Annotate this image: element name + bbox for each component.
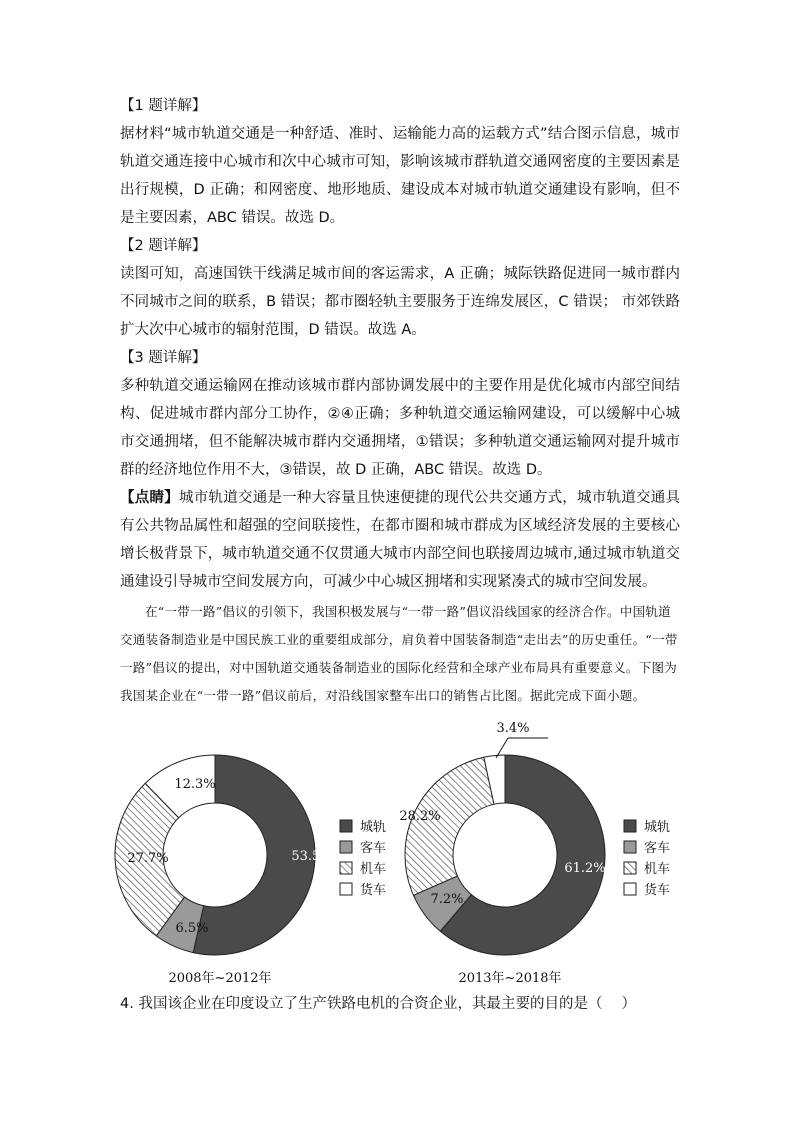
tip-body: 城市轨道交通是一种大容量且快速便捷的现代公共交通方式，城市轨道交通具有公共物品属性和超强的空间联接性，在都市圈和城市群成为区域经济发展的主要核心增长极背景下，城市轨道交通不仅贯通大城市内部空间也联接周边城市,通过城市轨道交通建设引导城市空间发展方向，可减少中心城区拥堵和实现紧凑式的城市空间发展。 <box>120 490 681 590</box>
chart-2-legend-swatch-3 <box>624 862 636 874</box>
section-1-heading: 【1 题详解】 <box>120 98 207 114</box>
chart-1-legend-swatch-3 <box>340 862 352 874</box>
chart-1-title: 2008年~2012年 <box>168 971 272 986</box>
section-1-body: 据材料“城市轨道交通是一种舒适、准时、运输能力高的运载方式”结合图示信息，城市轨道交通连接中心城市和次中心城市可知，影响该城市群轨道交通网密度的主要因素是出行规模，D 正确；和网密度、地形地质、建设成本对城市轨道交通建设有影响，但不是主要因素，ABC 错误。故选 D。 <box>120 126 680 226</box>
chart-2-legend-swatch-1 <box>624 820 636 832</box>
chart-2-legend-label-3: 机车 <box>644 862 671 877</box>
chart-2-title: 2013年~2018年 <box>458 971 562 986</box>
chart-1-legend-label-3: 机车 <box>360 862 387 877</box>
chart-1-label-1: 53.5% <box>291 849 333 864</box>
section-2-heading: 【2 题详解】 <box>120 238 207 254</box>
section-3-heading: 【3 题详解】 <box>120 350 207 366</box>
chart-2-label-4: 3.4% <box>496 721 530 736</box>
question-intro: 在“一带一路”倡议的引领下，我国积极发展与“一带一路”倡议沿线国家的经济合作。中国轨道交通装备制造业是中国民族工业的重要组成部分，肩负着中国装备制造“走出去”的历史重任。“一带一路”倡议的提出，对中国轨道交通装备制造业的国际化经营和全球产业布局具有重要意义。下图为我国某企业在“一带一路”倡议前后，对沿线国家整车出口的销售占比图。据此完成下面小题。 <box>120 604 678 703</box>
donut-chart-svg <box>110 720 690 990</box>
chart-2-slice-3 <box>405 757 494 895</box>
chart-2-label-1: 61.2% <box>564 861 606 876</box>
chart-2-label-2: 7.2% <box>430 892 464 907</box>
chart-1-label-3: 27.7% <box>127 851 169 866</box>
question-4: 4. 我国该企业在印度设立了生产铁路电机的合资企业，其最主要的目的是（ ） <box>120 996 637 1012</box>
section-3-body: 多种轨道交通运输网在推动该城市群内部协调发展中的主要作用是优化城市内部空间结构、促进城市群内部分工协作，②④正确；多种轨道交通运输网建设，可以缓解中心城市交通拥堵，但不能解决城市群内交通拥堵，①错误；多种轨道交通运输网对提升城市群的经济地位作用不大，③错误，故 D 正确，ABC 错误。故选 D。 <box>120 378 680 478</box>
tip-label: 【点睛】 <box>120 490 179 506</box>
chart-1-legend-swatch-2 <box>340 841 352 853</box>
donut-charts <box>110 720 690 990</box>
chart-2-legend-swatch-2 <box>624 841 636 853</box>
tip-paragraph <box>120 484 680 596</box>
document-body <box>120 92 680 710</box>
chart-1-legend-swatch-1 <box>340 820 352 832</box>
chart-1-legend-label-2: 客车 <box>360 841 387 856</box>
chart-1-legend-swatch-4 <box>340 883 352 895</box>
chart-1-legend-label-4: 货车 <box>360 883 387 898</box>
chart-2-legend-label-2: 客车 <box>644 841 671 856</box>
chart-1-label-2: 6.5% <box>175 921 209 936</box>
chart-1-label-4: 12.3% <box>174 777 216 792</box>
chart-2-legend-label-4: 货车 <box>644 883 671 898</box>
section-2-body: 读图可知，高速国铁干线满足城市间的客运需求，A 正确；城际铁路促进同一城市群内不同城市之间的联系，B 错误；都市圈轻轨主要服务于连绵发展区，C 错误； 市郊铁路扩大次中心城市的辐射范围，D 错误。故选 A。 <box>120 266 680 338</box>
chart-1-legend-label-1: 城轨 <box>360 820 387 835</box>
chart-2-label-3: 28.2% <box>399 809 441 824</box>
chart-2-legend-swatch-4 <box>624 883 636 895</box>
chart-2-legend-label-1: 城轨 <box>644 820 671 835</box>
